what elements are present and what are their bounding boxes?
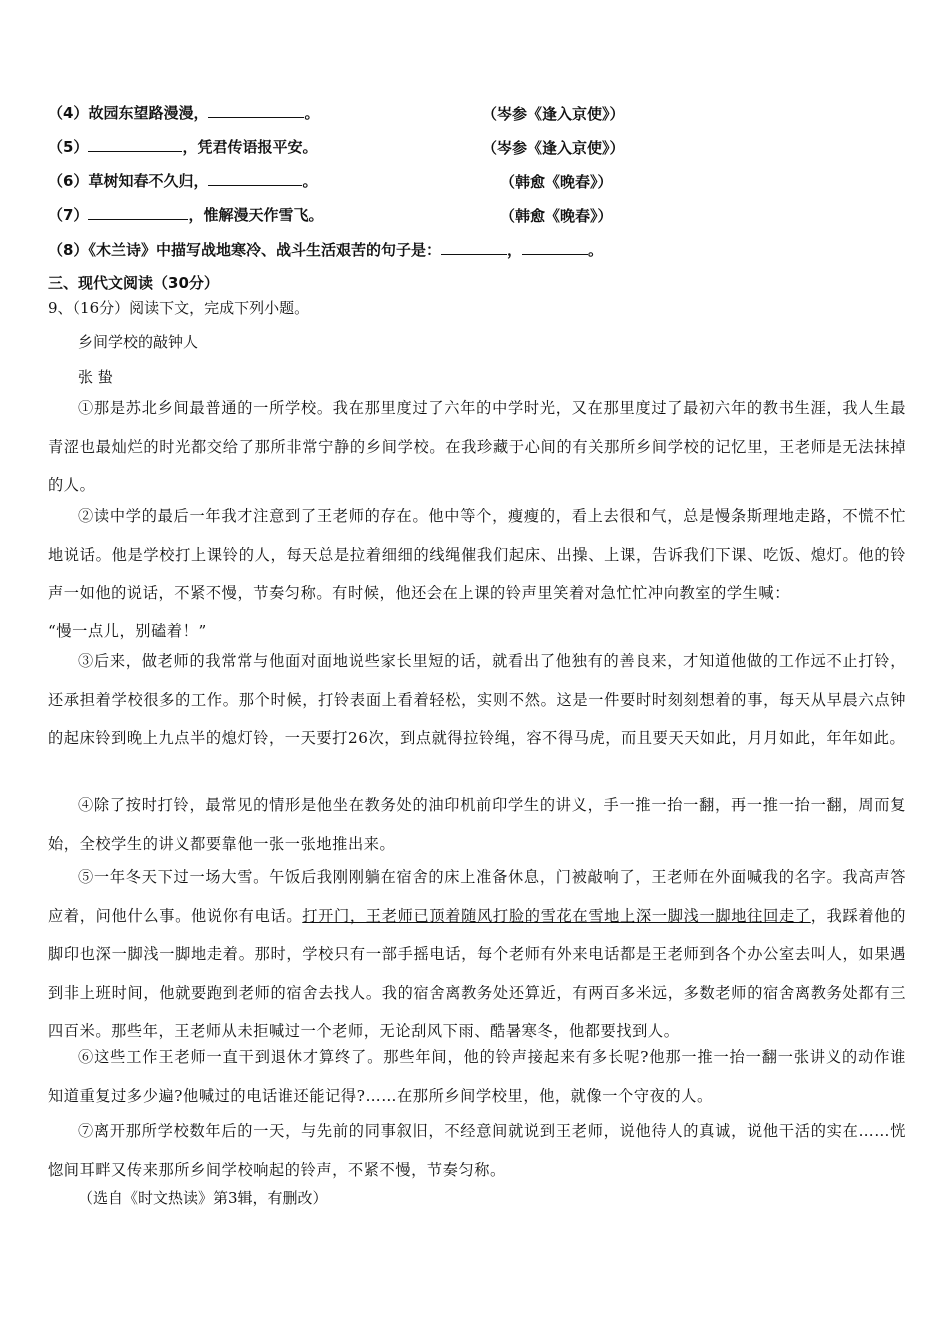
answer-blank[interactable] <box>88 137 182 152</box>
source-4: （岑参《逢入京使》） <box>482 105 625 123</box>
answer-blank[interactable] <box>208 103 304 118</box>
paragraph-7: ⑦离开那所学校数年后的一天，与先前的同事叙旧，不经意间就说到王老师，说他待人的真诚，说他干活的实在……恍惚间耳畔又传来那所乡间学校响起的铃声，不紧不慢，节奏匀称。 <box>48 1122 906 1179</box>
verse-text: 故园东望路漫漫， <box>88 104 209 122</box>
poetry-line-8: （8）《木兰诗》中描写战地寒冷、战斗生活艰苦的句子是： ， 。 <box>48 241 603 259</box>
answer-blank[interactable] <box>208 171 302 186</box>
source-7: （韩愈《晚春》） <box>500 207 613 225</box>
paragraph-1: ①那是苏北乡间最普通的一所学校。我在那里度过了六年的中学时光，又在那里度过了最初六年的教书生涯，我人生最青涩也最灿烂的时光都交给了那所非常宁静的乡间学校。在我珍藏于心间的有关那所乡间学校的记忆里，王老师是无法抹掉的人。 <box>48 399 906 494</box>
poetry-line-7: （7） ，惟解漫天作雪飞。 <box>48 206 324 224</box>
paragraph-4: ④除了按时打铃，最常见的情形是他坐在教务处的油印机前印学生的讲义，手一推一抬一翻，再一推一抬一翻，周而复始，全校学生的讲义都要靠他一张一张地推出来。 <box>48 796 906 853</box>
answer-blank[interactable] <box>522 240 588 255</box>
underlined-sentence: 打开门，王老师已顶着随风打脸的雪花在雪地上深一脚浅一脚地往回走了 <box>302 906 811 925</box>
paragraph-5: ⑤一年冬天下过一场大雪。午饭后我刚刚躺在宿舍的床上准备休息，门被敲响了，王老师在外面喊我的名字。我高声答应着，问他什么事。他说你有电话。打开门，王老师已顶着随风打脸的雪花在雪地上深一脚浅一脚地往回走了，我踩着他的脚印也深一脚浅一脚地走着。那时，学校只有一部手摇电话，每个老师有外来电话都是王老师到各个办公室去叫人，如果遇到非上班时间，他就要跑到老师的宿舍去找人。我的宿舍离教务处还算近，有两百多米远，多数老师的宿舍离教务处都有三四百米。那些年，王老师从未拒喊过一个老师，无论刮风下雨、酷暑寒冬，他都要找到人。 <box>48 868 906 1040</box>
paragraph-2: ②读中学的最后一年我才注意到了王老师的存在。他中等个，瘦瘦的，看上去很和气，总是慢条斯理地走路，不慌不忙地说话。他是学校打上课铃的人，每天总是拉着细细的线绳催我们起床、出操、上课，告诉我们下课、吃饭、熄灯。他的铃声一如他的说话，不紧不慢，节奏匀称。有时候，他还会在上课的铃声里笑着对急忙忙冲向教室的学生喊： <box>48 507 906 602</box>
paragraph-2-quote: “慢一点儿，别磕着！” <box>48 622 207 640</box>
section-title: 三、现代文阅读（30分） <box>48 274 219 292</box>
source-5: （岑参《逢入京使》） <box>482 139 625 157</box>
question-prompt: 9、（16分）阅读下文，完成下列小题。 <box>48 299 310 317</box>
poetry-line-4: （4）故园东望路漫漫， 。 <box>48 104 320 122</box>
article-author: 张 蛰 <box>78 368 113 386</box>
poetry-line-5: （5） ，凭君传语报平安。 <box>48 138 318 156</box>
source-6: （韩愈《晚春》） <box>500 173 613 191</box>
poetry-line-6: （6）草树知春不久归， 。 <box>48 172 318 190</box>
paragraph-6: ⑥这些工作王老师一直干到退休才算终了。那些年间，他的铃声接起来有多长呢?他那一推一抬一翻一张讲义的动作谁知道重复过多少遍?他喊过的电话谁还能记得?……在那所乡间学校里，他，就像一个守夜的人。 <box>48 1048 906 1105</box>
item-number: （4） <box>48 104 89 122</box>
answer-blank[interactable] <box>88 205 188 220</box>
article-title: 乡间学校的敲钟人 <box>78 333 199 351</box>
source-note: （选自《时文热读》第3辑，有删改） <box>78 1189 328 1207</box>
paragraph-3: ③后来，做老师的我常常与他面对面地说些家长里短的话，就看出了他独有的善良来，才知道他做的工作远不止打铃，还承担着学校很多的工作。那个时候，打铃表面上看着轻松，实则不然。这是一件要时时刻刻想着的事，每天从早晨六点钟的起床铃到晚上九点半的熄灯铃，一天要打26次，到点就得拉铃绳，容不得马虎，而且要天天如此，月月如此，年年如此。 <box>48 652 906 747</box>
answer-blank[interactable] <box>441 240 507 255</box>
